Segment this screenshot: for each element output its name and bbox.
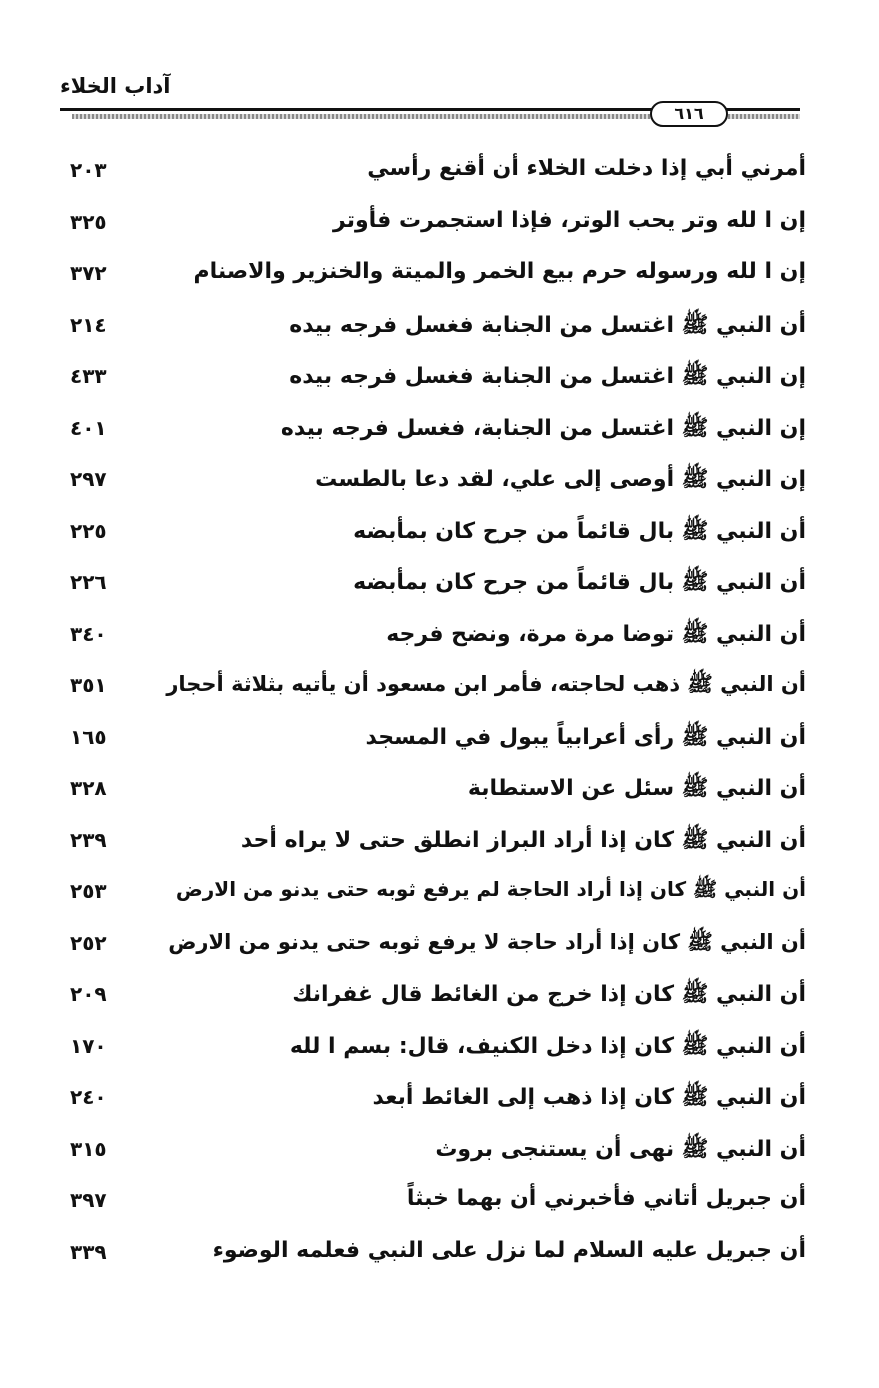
entry-text: أن جبريل عليه السلام لما نزل على النبي فعلمه الوضوء <box>212 1237 806 1263</box>
entry-page-number: ١٦٥ <box>70 724 107 749</box>
index-entry <box>60 818 806 870</box>
index-entry <box>60 251 806 303</box>
index-entry <box>60 921 806 973</box>
index-entry <box>60 200 806 252</box>
index-entry <box>60 1230 806 1282</box>
entry-page-number: ٣١٥ <box>70 1136 107 1161</box>
entry-text: أن النبي ﷺ سئل عن الاستطابة <box>467 776 806 801</box>
entry-text: إن النبي ﷺ اغتسل من الجنابة فغسل فرجه بيده <box>289 364 806 389</box>
index-entry <box>60 509 806 561</box>
page-number: ٦١٦ <box>650 101 728 127</box>
entry-text: أن النبي ﷺ كان إذا دخل الكنيف، قال: بسم ا لله <box>289 1033 806 1059</box>
entry-page-number: ٢٥٢ <box>70 930 107 955</box>
entry-page-number: ٢٢٦ <box>70 570 107 594</box>
index-entry <box>60 869 806 921</box>
index-entry <box>60 1024 806 1076</box>
index-entry <box>60 612 806 664</box>
index-entry <box>60 1178 806 1230</box>
entry-page-number: ٣٩٧ <box>70 1188 107 1212</box>
index-entry <box>60 972 806 1024</box>
index-entry <box>60 663 806 715</box>
index-entry <box>60 1075 806 1127</box>
index-entry <box>60 457 806 509</box>
entry-text: أن النبي ﷺ كان إذا أراد الحاجة لم يرفع ثوبه حتى يدنو من الارض <box>175 877 806 901</box>
entry-page-number: ٢٢٥ <box>70 518 107 543</box>
entry-page-number: ٣٥١ <box>70 673 107 697</box>
entry-page-number: ٤٠١ <box>70 415 107 440</box>
index-entries-list <box>60 148 806 1281</box>
entry-text: أن النبي ﷺ اغتسل من الجنابة فغسل فرجه بيده <box>289 312 806 338</box>
entry-text: أن جبريل أتاني فأخبرني أن بهما خبثاً <box>406 1186 806 1211</box>
index-entry <box>60 1127 806 1179</box>
index-entry <box>60 354 806 406</box>
entry-text: أن النبي ﷺ كان إذا خرج من الغائط قال غفرانك <box>292 982 806 1007</box>
entry-page-number: ٢١٤ <box>70 312 107 337</box>
entry-text: أن النبي ﷺ رأى أعرابياً يبول في المسجد <box>365 724 806 750</box>
entry-text: أمرني أبي إذا دخلت الخلاء أن أقنع رأسي <box>367 156 806 181</box>
index-entry <box>60 148 806 200</box>
entry-text: إن ا لله ورسوله حرم بيع الخمر والميتة والخنزير والاصنام <box>193 259 806 284</box>
entry-text: أن النبي ﷺ كان إذا أراد البراز انطلق حتى لا يراه أحد <box>240 827 806 853</box>
index-entry <box>60 766 806 818</box>
entry-page-number: ٣٢٨ <box>70 776 107 800</box>
entry-page-number: ٣٧٢ <box>70 261 107 285</box>
entry-page-number: ١٧٠ <box>70 1033 107 1058</box>
index-entry <box>60 715 806 767</box>
page-header <box>60 68 800 128</box>
book-title: آداب الخلاء <box>60 74 171 98</box>
entry-text: إن النبي ﷺ اغتسل من الجنابة، فغسل فرجه بيده <box>280 415 806 441</box>
index-entry <box>60 406 806 458</box>
entry-text: أن النبي ﷺ نهى أن يستنجى بروث <box>435 1136 806 1162</box>
entry-text: أن النبي ﷺ ذهب لحاجته، فأمر ابن مسعود أن يأتيه بثلاثة أحجار <box>166 672 806 696</box>
index-entry <box>60 560 806 612</box>
index-entry <box>60 303 806 355</box>
entry-page-number: ٢٤٠ <box>70 1085 107 1109</box>
entry-text: أن النبي ﷺ توضا مرة مرة، ونضح فرجه <box>386 621 806 647</box>
entry-page-number: ٢٣٩ <box>70 827 107 852</box>
entry-page-number: ٢٠٩ <box>70 982 107 1006</box>
entry-page-number: ٣٤٠ <box>70 621 107 646</box>
entry-page-number: ٢٠٣ <box>70 158 107 182</box>
entry-text: أن النبي ﷺ كان إذا ذهب إلى الغائط أبعد <box>372 1085 806 1110</box>
entry-text: إن النبي ﷺ أوصى إلى علي، لقد دعا بالطست <box>315 467 806 492</box>
entry-text: أن النبي ﷺ كان إذا أراد حاجة لا يرفع ثوبه حتى يدنو من الارض <box>168 929 806 954</box>
entry-text: أن النبي ﷺ بال قائماً من جرح كان بمأبضه <box>353 518 806 544</box>
entry-page-number: ٢٩٧ <box>70 467 107 491</box>
entry-text: أن النبي ﷺ بال قائماً من جرح كان بمأبضه <box>353 570 806 595</box>
entry-page-number: ٤٣٣ <box>70 364 107 388</box>
entry-page-number: ٣٣٩ <box>70 1239 107 1264</box>
entry-text: إن ا لله وتر يحب الوتر، فإذا استجمرت فأوتر <box>333 207 806 233</box>
entry-page-number: ٣٢٥ <box>70 209 107 234</box>
entry-page-number: ٢٥٣ <box>70 879 107 903</box>
